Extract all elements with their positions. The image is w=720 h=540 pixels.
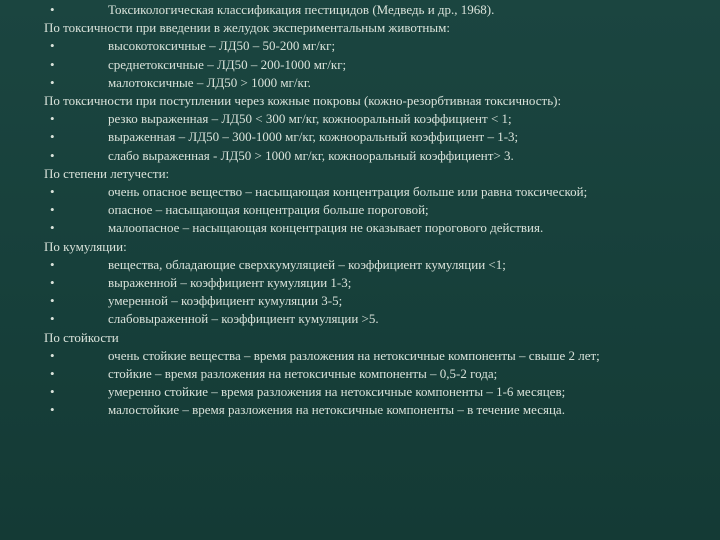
list-item [50,256,696,274]
list-item-text: умеренной – коэффициент кумуляции 3-5; [108,293,343,309]
bullet-icon: • [50,384,55,400]
list-item [50,401,696,419]
section-heading: По токсичности при введении в желудок экспериментальным животным: [44,20,450,36]
bullet-icon: • [50,202,55,218]
list-item [50,383,696,401]
bullet-icon: • [50,74,55,90]
section-heading: По стойкости [44,329,119,345]
list-item [50,147,696,165]
list-item [50,274,696,292]
list-item-text: вещества, обладающие сверхкумуляцией – коэффициент кумуляции <1; [108,256,506,272]
list-item-text: умеренно стойкие – время разложения на нетоксичные компоненты – 1-6 месяцев; [108,384,566,400]
section-heading: По токсичности при поступлении через кожные покровы (кожно-резорбтивная токсичность): [44,93,562,109]
bullet-icon: • [50,366,55,382]
list-item-text: малоопасное – насыщающая концентрация не оказывает порогового действия. [108,220,544,236]
list-item [50,219,696,237]
section-heading: По степени летучести: [44,165,170,181]
bullet-icon: • [50,111,55,127]
list-item [50,310,696,328]
list-item-text: очень стойкие вещества – время разложения на нетоксичные компоненты – свыше 2 лет; [108,347,600,363]
list-item [50,37,696,55]
list-item [50,201,696,219]
list-item [50,74,696,92]
list-item-text: малотоксичные – ЛД50 > 1000 мг/кг. [108,74,311,90]
list-item-text: высокотоксичные – ЛД50 – 50-200 мг/кг; [108,38,336,54]
list-item-text: очень опасное вещество – насыщающая концентрация больше или равна токсической; [108,184,588,200]
classification-text-block [44,1,696,420]
bullet-icon: • [50,293,55,309]
list-item [50,110,696,128]
bullet-icon: • [50,256,55,272]
section-heading: По кумуляции: [44,238,127,254]
bullet-icon: • [50,147,55,163]
bullet-icon: • [50,184,55,200]
list-item-text: выраженная – ЛД50 – 300-1000 мг/кг, кожноорaльный коэффициент – 1-3; [108,129,519,145]
list-item [50,183,696,201]
bullet-icon: • [50,2,55,17]
list-item-text: Токсикологическая классификация пестицидов (Медведь и др., 1968). [108,2,495,17]
list-item-text: слабовыраженной – коэффициент кумуляции >5. [108,311,379,327]
list-item [50,365,696,383]
bullet-icon: • [50,311,55,327]
list-item-text: стойкие – время разложения на нетоксичные компоненты – 0,5-2 года; [108,366,498,382]
bullet-icon: • [50,129,55,145]
bullet-icon: • [50,275,55,291]
list-item-text: опасное – насыщающая концентрация больше пороговой; [108,202,429,218]
bullet-icon: • [50,220,55,236]
list-item-text: малостойкие – время разложения на нетоксичные компоненты – в течение месяца. [108,402,565,418]
list-item-text: среднетоксичные – ЛД50 – 200-1000 мг/кг; [108,56,347,72]
list-item [50,56,696,74]
list-item [50,128,696,146]
list-item-text: выраженной – коэффициент кумуляции 1-3; [108,275,352,291]
list-item-text: резко выраженная – ЛД50 < 300 мг/кг, кожноорaльный коэффициент < 1; [108,111,512,127]
list-item [50,1,696,19]
bullet-icon: • [50,347,55,363]
bullet-icon: • [50,56,55,72]
list-item-text: слабо выраженная - ЛД50 > 1000 мг/кг, кожноорaльный коэффициент> 3. [108,147,514,163]
bullet-icon: • [50,38,55,54]
list-item [50,347,696,365]
bullet-icon: • [50,402,55,418]
list-item [50,292,696,310]
